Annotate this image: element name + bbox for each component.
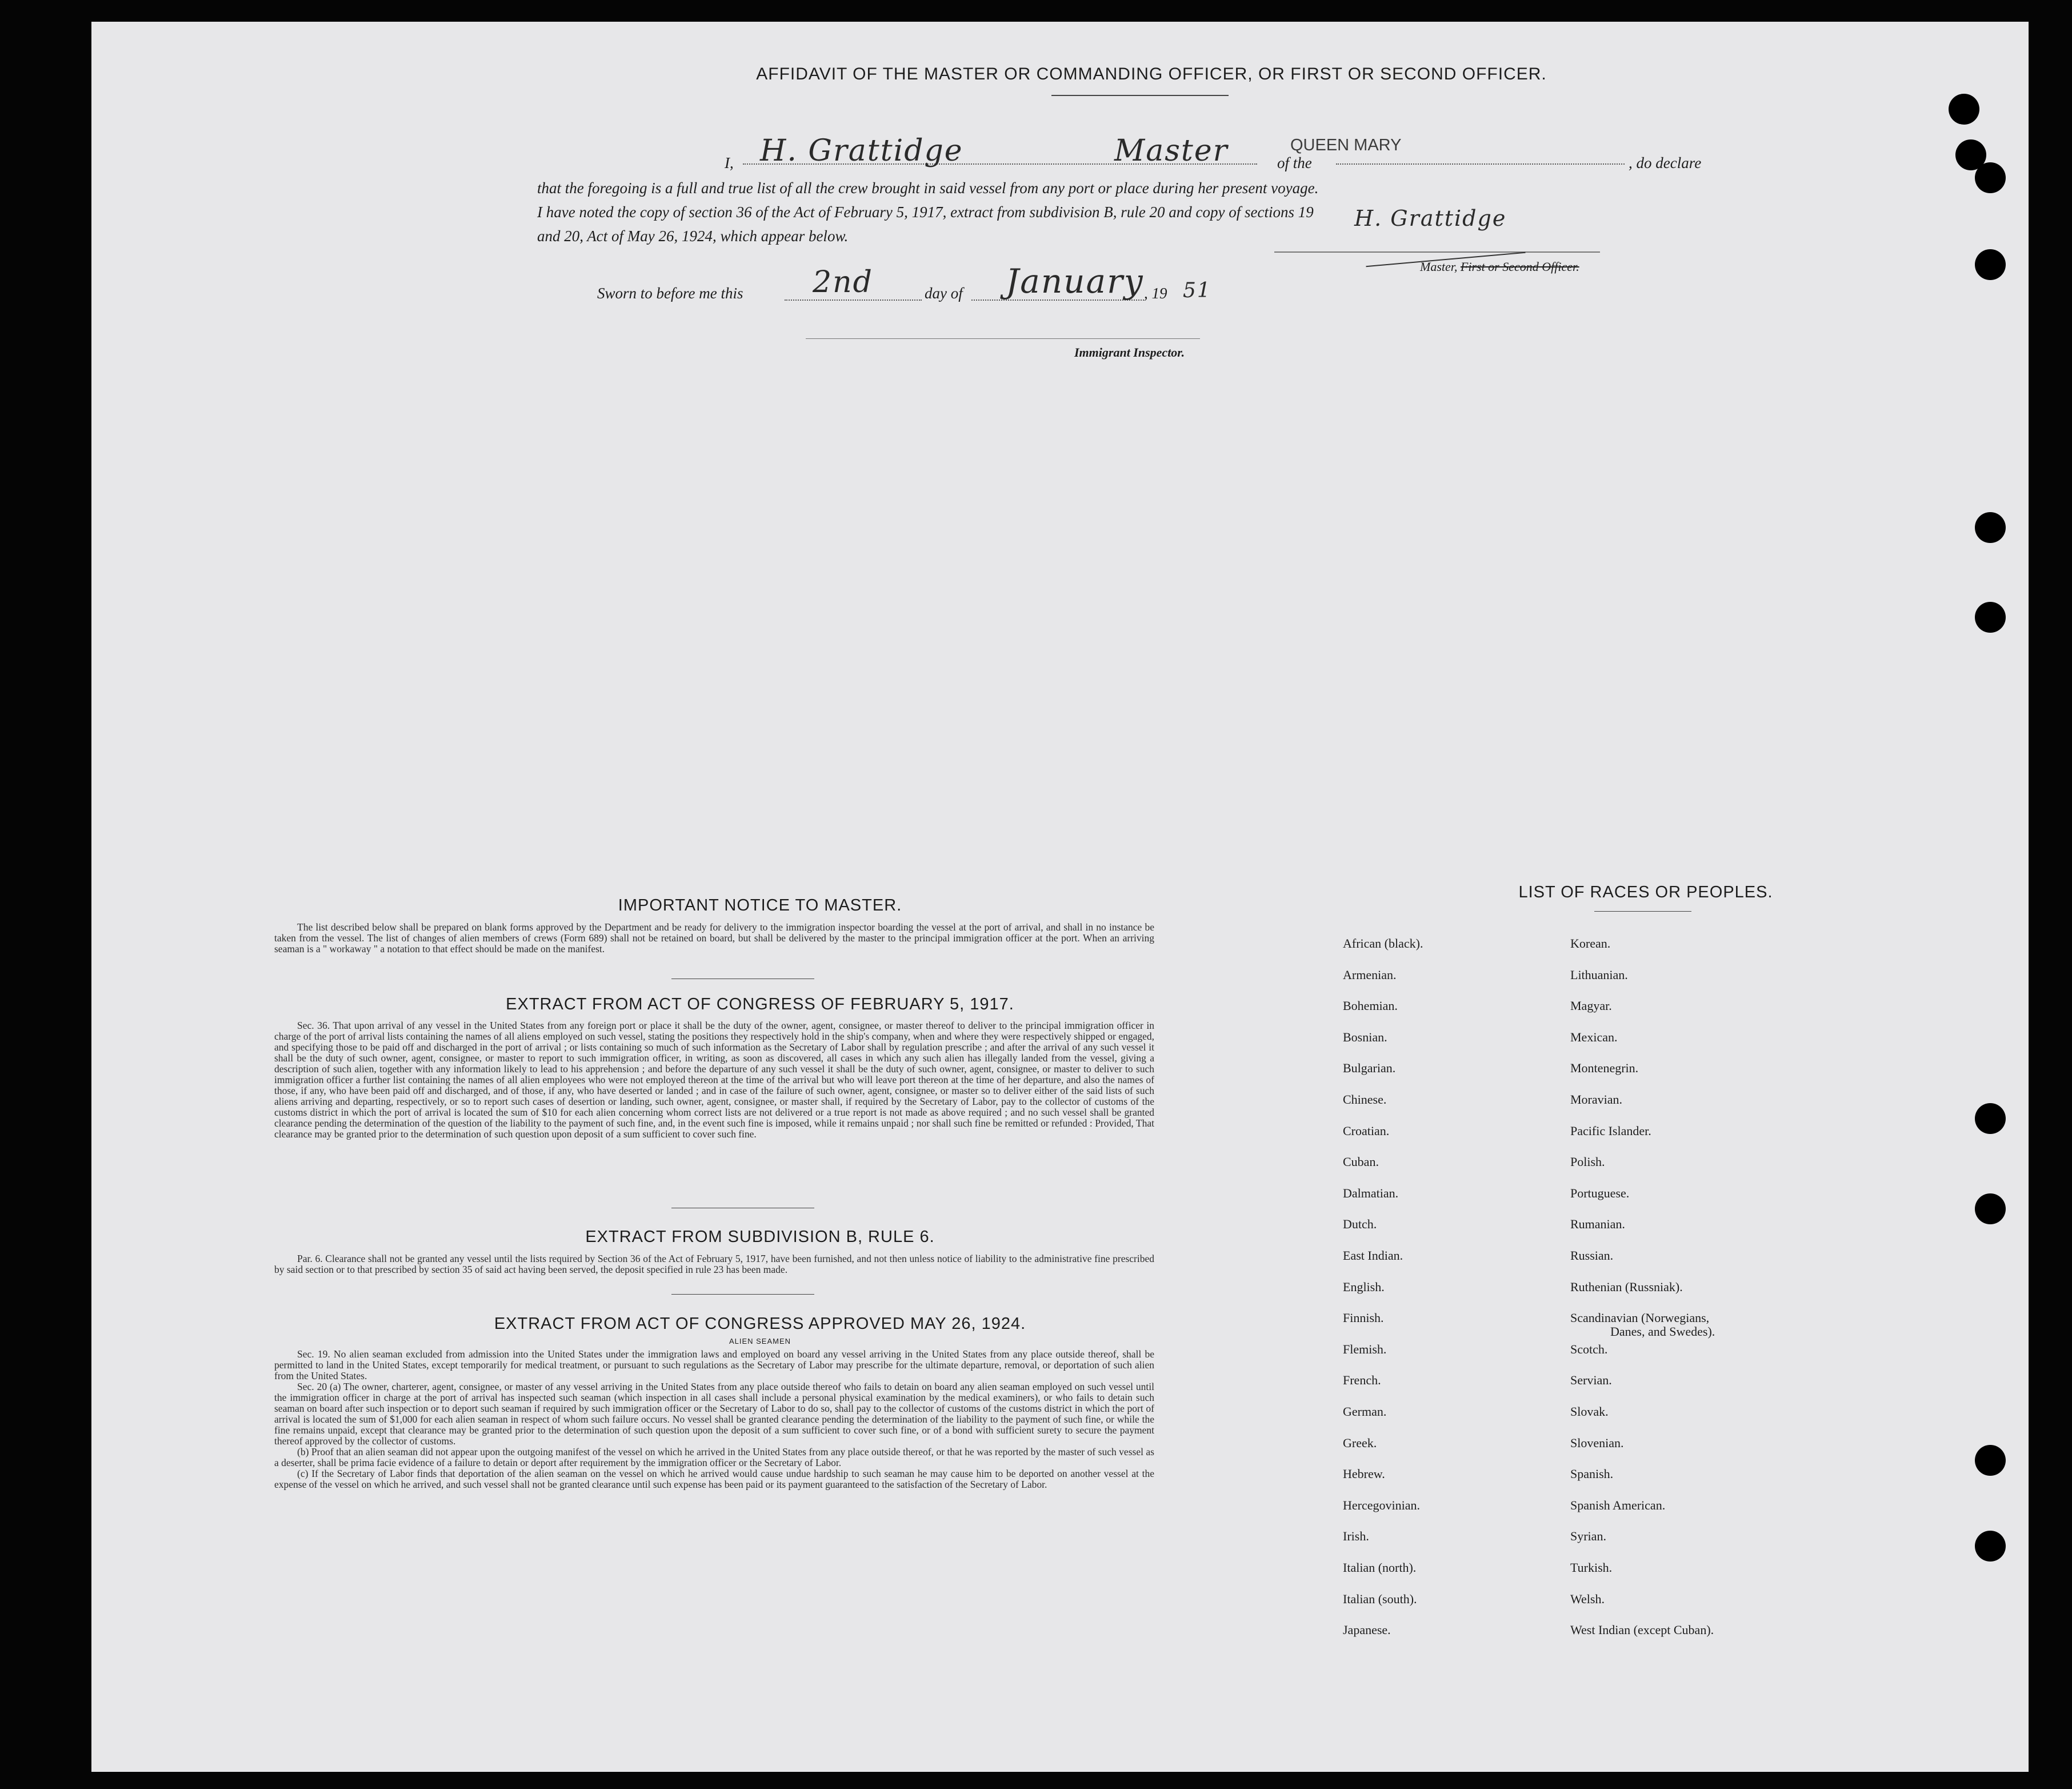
race-item: Dutch. [1343, 1217, 1377, 1232]
race-item: Chinese. [1343, 1092, 1387, 1107]
race-item: Pacific Islander. [1570, 1123, 1651, 1138]
handwritten-day: 2nd [813, 265, 873, 300]
binder-hole [1975, 1531, 2006, 1562]
section-20a-paragraph: Sec. 20 (a) The owner, charterer, agent, consignee, or master of any vessel arriving in the United States from any place outside thereof who fails to detain on board any alien seaman employed on such vessel until the immigration officer in charge at the port of arrival has inspected such seaman (which inspection in all cases shall include a personal physical examination by the medical examiners), or who fails to detain such seaman on board after such inspection or to deport such seaman if required by such immigration officer or the Secretary of Labor to do so, shall pay to the collector of customs of the customs district in which the port of arrival is located the sum of $1,000 for each alien seaman in respect of whom such failure occurs. No vessel shall be granted clearance pending the determination of the liability to the payment of such fine, or while the fine remains unpaid, except that clearance may be granted prior to the determination of such question upon the deposit of a sum sufficient to cover such fine, or of a bond with sufficient surety to secure the payment thereof approved by the collector of customs. [274, 1381, 1154, 1447]
document-page [91, 22, 2029, 1772]
affidavit-title: AFFIDAVIT OF THE MASTER OR COMMANDING OFFICER, OR FIRST OR SECOND OFFICER. [756, 65, 1547, 83]
race-item: Armenian. [1343, 967, 1397, 982]
race-item: Portuguese. [1570, 1185, 1630, 1200]
inspector-line [806, 338, 1200, 339]
race-item: Montenegrin. [1570, 1061, 1639, 1076]
binder-hole [1975, 249, 2006, 280]
notice-text [274, 922, 1154, 955]
race-item: English. [1343, 1279, 1385, 1294]
binder-hole [1975, 162, 2006, 193]
race-item: Scandinavian (Norwegians, [1570, 1311, 1710, 1325]
race-item: Greek. [1343, 1435, 1377, 1450]
do-declare: , do declare [1629, 154, 1702, 171]
race-item: Hebrew. [1343, 1467, 1385, 1481]
race-item: Italian (south). [1343, 1591, 1417, 1606]
race-item-continuation: Danes, and Swedes). [1610, 1324, 1715, 1339]
race-item: Finnish. [1343, 1311, 1384, 1325]
inspector-label: Immigrant Inspector. [1074, 345, 1185, 360]
race-item: Bohemian. [1343, 999, 1398, 1013]
race-item: Japanese. [1343, 1623, 1391, 1638]
divider [1594, 911, 1691, 912]
handwritten-signature: H. Grattidge [1354, 206, 1507, 231]
race-item: German. [1343, 1404, 1387, 1419]
race-item: Korean. [1570, 936, 1611, 951]
race-item: French. [1343, 1373, 1381, 1388]
signatory-title [1420, 259, 1579, 274]
section-36-paragraph: Sec. 36. That upon arrival of any vessel in the United States from any foreign port or place it shall be the duty of the owner, agent, consignee, or master thereof to deliver to the principal immigration officer in charge of the port of arrival lists containing the names of all aliens employed on such vessel, stating the positions they respectively hold in the ship's company, when and where they were respectively shipped or engaged, and specifying those to be paid off and discharged in the port of arrival ; or lists containing so much of such information as the Secretary of Labor shall by regulation prescribe ; and after the arrival of any such vessel it shall be the duty of such owner, agent, consignee, or master to report to such immigration officer, in writing, as soon as discovered, all cases in which any such alien has illegally landed from the vessel, giving a description of such alien, together with any information likely to lead to his apprehension ; and before the departure of any such vessel it shall be the duty of such owner, agent, consignee, or master to deliver to such immigration officer a further list containing the names of all alien employees who were not employed thereon at the time of the arrival but who will leave port thereon at the time of her departure, and also the names of those, if any, who have been paid off and discharged, and of those, if any, who have deserted or landed ; and in case of the failure of such owner, agent, consignee, or master so to deliver either of the said lists of such aliens arriving and departing, respectively, or so to report such cases of desertion or landing, such owner, agent, consignee, or master shall, if required by the Secretary of Labor, pay to the collector of customs of the customs district in which the port of arrival is located the sum of $10 for each alien concerning whom correct lists are not delivered or a true report is not made as above required ; and no such vessel shall be granted clearance pending the determination of the question of the liability to the payment of such fine, and, in the event such fine is imposed, while it remains unpaid ; nor shall such fine be remitted or refunded : Provided, That clearance may be granted prior to the determination of such question upon deposit of a sum sufficient to cover such fine. [274, 1020, 1154, 1140]
race-item: Russian. [1570, 1248, 1614, 1263]
signatory-prefix: Master, [1420, 259, 1458, 274]
extract-1917-text [274, 1020, 1154, 1140]
extract-1924-title: EXTRACT FROM ACT OF CONGRESS APPROVED MAY 26, 1924. [494, 1315, 1026, 1333]
race-item: Welsh. [1570, 1591, 1605, 1606]
race-item: Mexican. [1570, 1029, 1618, 1044]
race-item: Polish. [1570, 1155, 1605, 1169]
race-item: Irish. [1343, 1529, 1369, 1544]
affidavit-line-2: that the foregoing is a full and true list of all the crew brought in said vessel from any port or place during her present voyage. [537, 179, 1319, 197]
handwritten-year: 51 [1183, 279, 1211, 302]
affidavit-i: I, [725, 154, 734, 171]
race-item: Hercegovinian. [1343, 1498, 1420, 1512]
handwritten-name: H. Grattidge [760, 134, 963, 168]
race-item: Syrian. [1570, 1529, 1606, 1544]
rule-6-title: EXTRACT FROM SUBDIVISION B, RULE 6. [585, 1228, 935, 1246]
binder-hole [1975, 1103, 2006, 1134]
race-item: Spanish. [1570, 1467, 1614, 1481]
race-item: Italian (north). [1343, 1560, 1417, 1575]
binder-hole [1975, 1193, 2006, 1224]
race-item: Scotch. [1570, 1341, 1608, 1356]
section-20c-paragraph: (c) If the Secretary of Labor finds that deportation of the alien seaman on the vessel on which he arrived would cause undue hardship to such seaman he may cause him to be deported on another vessel at the expense of the vessel on which he arrived, and such vessel shall not be granted clearance until such expense has been paid or its payment guaranteed to the satisfaction of the Secretary of Labor. [274, 1468, 1154, 1490]
section-19-paragraph: Sec. 19. No alien seaman excluded from admission into the United States under the immigration laws and employed on board any vessel arriving in the United States from any place outside thereof, shall be permitted to land in the United States, except temporarily for medical treatment, or pursuant to such regulations as the Secretary of Labor may prescribe for the ultimate departure, removal, or deportation of such alien from the United States. [274, 1348, 1154, 1381]
race-item: Spanish American. [1570, 1498, 1666, 1512]
race-item: Bosnian. [1343, 1029, 1387, 1044]
affidavit-line-4: and 20, Act of May 26, 1924, which appear below. [537, 227, 849, 245]
races-right-column [1570, 936, 1913, 1679]
notice-paragraph: The list described below shall be prepared on blank forms approved by the Department and be ready for delivery to the immigration inspector boarding the vessel at the port of arrival, and shall in no instance be taken from the vessel. The list of changes of alien members of crews (Form 689) shall not be retained on board, but shall be delivered by the master to the principal immigration officer at the port. When an arriving seaman is a " workaway " a notation to that effect should be made on the manifest. [274, 921, 1154, 955]
race-item: Lithuanian. [1570, 967, 1628, 982]
race-item: Magyar. [1570, 999, 1612, 1013]
handwritten-month: January [1006, 262, 1144, 301]
rule-6-paragraph: Par. 6. Clearance shall not be granted any vessel until the lists required by Section 36 of the Act of February 5, 1917, have been furnished, and not then unless notice of liability to the administrative fine prescribed by said section or to that prescribed by section 35 of said act having been served, the deposit specified in rule 23 has been made. [274, 1253, 1154, 1275]
binder-hole [1975, 512, 2006, 543]
binder-hole [1949, 94, 1979, 125]
race-item: Rumanian. [1570, 1217, 1625, 1232]
race-item: Cuban. [1343, 1155, 1379, 1169]
race-item: African (black). [1343, 936, 1423, 951]
extract-1917-title: EXTRACT FROM ACT OF CONGRESS OF FEBRUARY 5, 1917. [506, 995, 1014, 1013]
race-item: Slovenian. [1570, 1435, 1624, 1450]
race-item: Flemish. [1343, 1341, 1387, 1356]
race-item: Croatian. [1343, 1123, 1390, 1138]
race-item: West Indian (except Cuban). [1570, 1623, 1714, 1638]
handwritten-rank: Master [1114, 134, 1229, 168]
extract-1924-text [274, 1349, 1154, 1490]
race-item: Ruthenian (Russniak). [1570, 1279, 1683, 1294]
race-item: East Indian. [1343, 1248, 1403, 1263]
races-left-column [1343, 936, 1571, 1679]
sworn-label: Sworn to before me this [597, 285, 743, 302]
divider [671, 1294, 814, 1295]
year-prefix: , 19 [1144, 285, 1167, 302]
races-title: LIST OF RACES OR PEOPLES. [1518, 883, 1773, 901]
race-item: Bulgarian. [1343, 1061, 1396, 1076]
race-item: Turkish. [1570, 1560, 1613, 1575]
vessel-name-stamp: QUEEN MARY [1290, 136, 1402, 154]
section-20b-paragraph: (b) Proof that an alien seaman did not appear upon the outgoing manifest of the vessel on which he arrived in the United States from any place outside thereof, or that he was reported by the master of such vessel as a deserter, shall be prima facie evidence of a failure to detain or deport after requirement by the immigration officer or the Secretary of Labor. [274, 1446, 1154, 1468]
notice-title: IMPORTANT NOTICE TO MASTER. [618, 896, 902, 915]
day-of-label: day of [925, 285, 963, 302]
alien-seamen-subtitle: ALIEN SEAMEN [729, 1337, 791, 1345]
binder-hole [1975, 602, 2006, 633]
binder-hole [1975, 1445, 2006, 1476]
of-the-label: of the [1277, 154, 1312, 171]
race-item: Slovak. [1570, 1404, 1609, 1419]
rule-6-text [274, 1253, 1154, 1275]
affidavit-line-3: I have noted the copy of section 36 of the Act of February 5, 1917, extract from subdivision B, rule 20 and copy of sections 19 [537, 203, 1314, 221]
race-item: Moravian. [1570, 1092, 1623, 1107]
signature-line [1274, 251, 1600, 253]
race-item: Servian. [1570, 1373, 1612, 1388]
race-item: Dalmatian. [1343, 1185, 1399, 1200]
signatory-struck: First or Second Officer. [1460, 259, 1579, 274]
divider [1051, 95, 1229, 96]
